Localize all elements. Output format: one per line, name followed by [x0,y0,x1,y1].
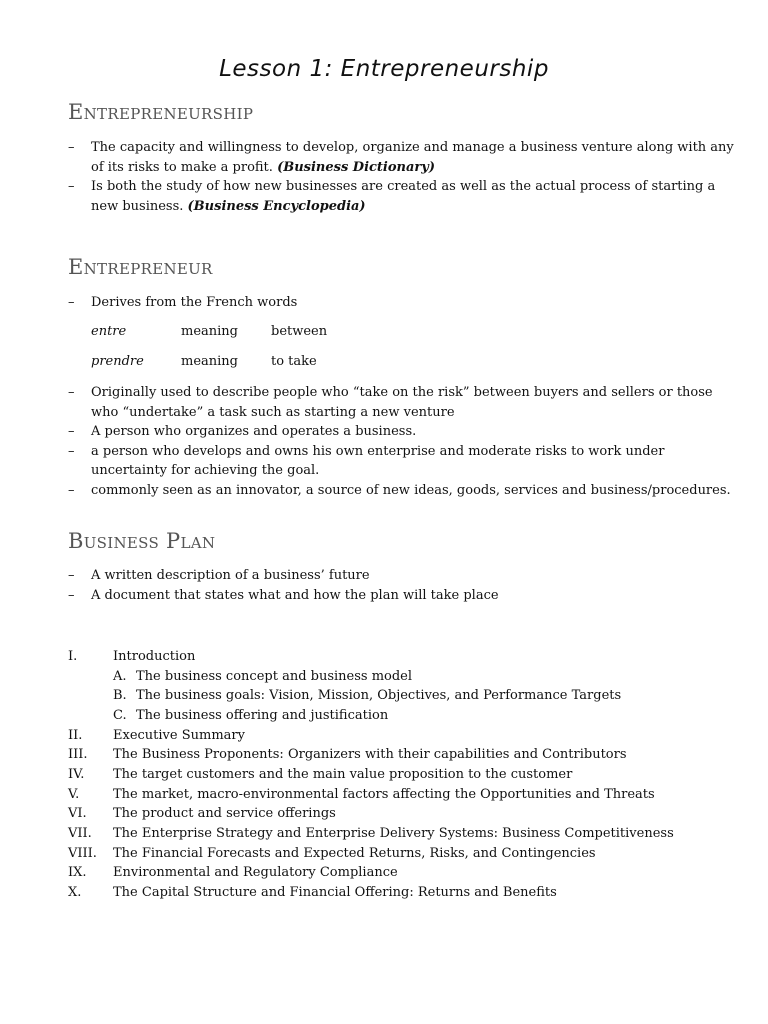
entrepreneurship-definitions [68,138,738,216]
outline-item [68,745,738,765]
french-word: entre [91,324,127,339]
outline-text: Environmental and Regulatory Compliance [113,865,398,881]
outline-text: The business concept and business model [136,668,413,684]
dash-marker: – [68,140,75,155]
outline-item [68,804,738,824]
definition-text: A document that states what and how the plan will take place [91,587,499,603]
outline-text: The product and service offerings [113,806,336,822]
outline-subitem [68,686,738,706]
outline-text: Introduction [113,649,196,664]
entrepreneur-intro [68,293,738,313]
list-item [68,138,738,177]
business-plan-outline [68,647,738,903]
outline-text: Executive Summary [113,727,245,743]
citation: (Business Encyclopedia) [187,198,366,214]
dash-marker: – [68,587,75,603]
outline-number: VI. [68,806,87,822]
outline-number: IX. [68,865,87,881]
list-item [68,177,738,216]
dash-marker: – [68,482,75,498]
outline-number: V. [68,786,80,802]
definition-text: commonly seen as an innovator, a source of new ideas, goods, services and business/procedures. [91,482,731,498]
outline-number: VIII. [68,845,97,861]
outline-text: The business goals: Vision, Mission, Objectives, and Performance Targets [136,688,622,704]
outline-item [68,726,738,746]
intro-text: Derives from the French words [91,295,298,310]
outline-item [68,765,738,785]
list-item [68,481,738,501]
word-meaning: to take [271,354,317,369]
dash-marker: – [68,385,75,400]
list-item [68,422,738,442]
outline-item [68,844,738,864]
word-row [91,324,491,354]
business-plan-definitions [68,566,738,605]
outline-item [68,647,738,667]
outline-number: C. [113,707,127,723]
outline-text: The business offering and justification [136,707,389,723]
french-words-table [91,324,491,384]
outline-item [68,824,738,844]
list-item [68,383,738,422]
word-meaning: between [271,324,328,339]
outline-number: III. [68,747,88,763]
outline-item [68,863,738,883]
outline-text: The Financial Forecasts and Expected Returns, Risks, and Contingencies [113,845,596,861]
section-heading-entrepreneur: Entrepreneur [68,255,213,279]
outline-number: B. [113,688,127,704]
outline-text: The Capital Structure and Financial Offering: Returns and Benefits [113,884,557,900]
outline-text: The Enterprise Strategy and Enterprise Delivery Systems: Business Competitiveness [113,825,674,841]
french-word: prendre [91,354,144,369]
outline-number: I. [68,649,78,664]
citation: (Business Dictionary) [277,159,435,175]
outline-item [68,785,738,805]
definition-text: a person who develops and owns his own enterprise and moderate risks to work under uncertainty for achieving the goal. [91,443,665,478]
section-heading-entrepreneurship: Entrepreneurship [68,100,254,124]
outline-item [68,883,738,903]
list-item [68,293,738,313]
dash-marker: – [68,443,75,459]
list-item [68,566,738,586]
list-item [68,586,738,606]
entrepreneur-definitions [68,383,738,500]
meaning-label: meaning [181,324,238,339]
outline-number: VII. [68,825,92,841]
dash-marker: – [68,568,75,583]
outline-number: II. [68,727,83,743]
outline-text: The market, macro-environmental factors affecting the Opportunities and Threats [113,786,655,802]
outline-number: X. [68,884,82,900]
word-row [91,354,491,384]
definition-text: A person who organizes and operates a business. [91,424,417,439]
outline-text: The Business Proponents: Organizers with their capabilities and Contributors [113,747,627,763]
definition-text: The capacity and willingness to develop, organize and manage a business venture along with any of its risks to make a profit. [91,140,734,175]
section-heading-business-plan: Business Plan [68,529,216,553]
dash-marker: – [68,295,75,310]
outline-number: A. [113,668,127,684]
outline-subitem [68,667,738,687]
outline-number: IV. [68,766,85,782]
definition-text: Is both the study of how new businesses are created as well as the actual process of starting a new business. [91,179,716,214]
dash-marker: – [68,179,75,194]
outline-subitem [68,706,738,726]
definition-text: A written description of a business’ future [91,568,370,583]
page-title: Lesson 1: Entrepreneurship [219,56,549,82]
meaning-label: meaning [181,354,238,369]
definition-text: Originally used to describe people who “take on the risk” between buyers and sellers or those who “undertake” a task such as starting a new venture [91,385,713,420]
outline-text: The target customers and the main value proposition to the customer [113,766,573,782]
dash-marker: – [68,424,75,439]
list-item [68,442,738,481]
